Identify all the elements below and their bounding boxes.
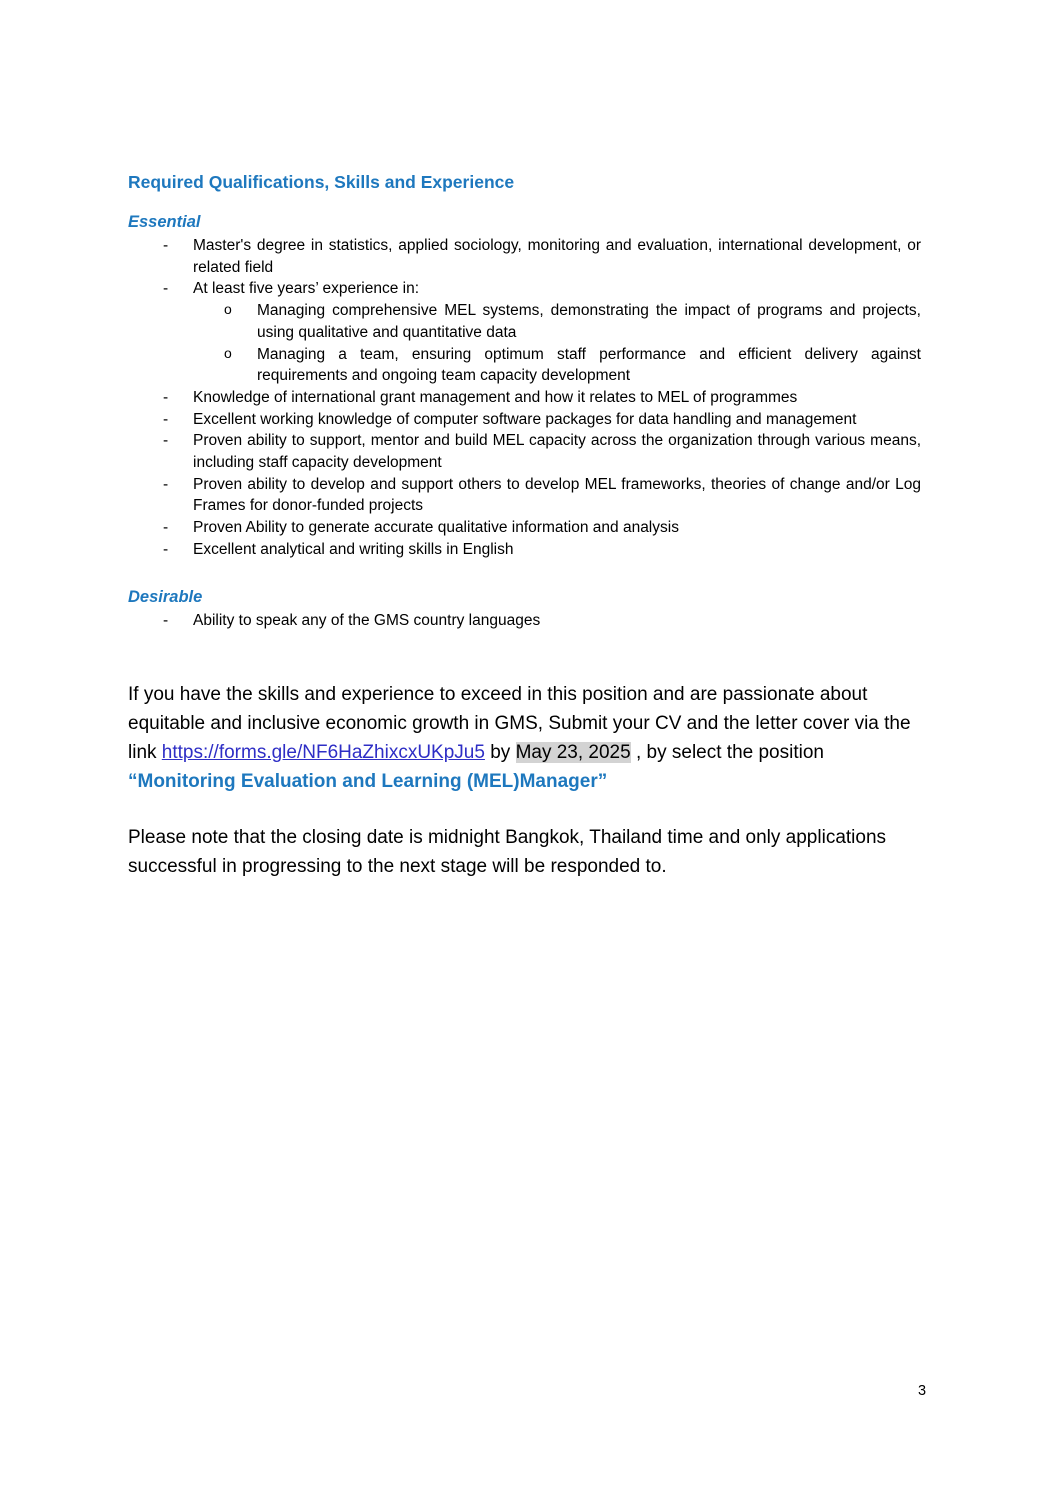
sub-list-item — [128, 344, 921, 387]
dash-bullet-icon: - — [163, 432, 169, 450]
deadline-highlight: May 23, 2025 — [515, 742, 631, 764]
application-text-before-link: If you have the skills and experience to exceed in this position and are passionate about equitable and inclusive economic growth in GMS, Submit your CV and the letter cover via the link — [128, 684, 911, 764]
dash-bullet-icon: - — [163, 475, 169, 493]
circle-bullet-icon: o — [224, 344, 232, 361]
application-text-after-deadline: , by select the position — [635, 742, 824, 764]
list-item — [128, 235, 921, 278]
list-item — [128, 610, 921, 632]
list-item-text: Knowledge of international grant management and how it relates to MEL of programmes — [193, 388, 798, 406]
list-item — [128, 430, 921, 473]
sub-list-container — [128, 300, 921, 387]
list-item-text: Master's degree in statistics, applied sociology, monitoring and evaluation, international development, or related field — [193, 237, 921, 276]
list-item — [128, 474, 921, 517]
experience-sub-list — [128, 300, 921, 387]
page-number: 3 — [918, 1383, 927, 1399]
list-item-text: Ability to speak any of the GMS country languages — [193, 611, 541, 629]
sub-list-item-text: Managing a team, ensuring optimum staff performance and efficient delivery against requirements and ongoing team capacity development — [257, 345, 921, 385]
dash-bullet-icon: - — [163, 540, 169, 558]
list-item-text: Proven ability to support, mentor and build MEL capacity across the organization through various means, including staff capacity development — [193, 432, 921, 472]
dash-bullet-icon: - — [163, 410, 169, 428]
dash-bullet-icon: - — [163, 611, 169, 629]
list-item-text: Excellent working knowledge of computer software packages for data handling and management — [193, 410, 857, 428]
closing-note-paragraph: Please note that the closing date is midnight Bangkok, Thailand time and only applications successful in progressing to the next stage will be responded to. — [128, 827, 887, 878]
section-title: Required Qualifications, Skills and Experience — [128, 172, 515, 192]
dash-bullet-icon: - — [163, 519, 169, 537]
dash-bullet-icon: - — [163, 388, 169, 406]
desirable-heading: Desirable — [128, 587, 203, 606]
essential-heading: Essential — [128, 213, 201, 231]
sub-list-item — [128, 300, 921, 343]
circle-bullet-icon: o — [224, 301, 232, 318]
dash-bullet-icon: - — [163, 280, 169, 298]
position-title-quote: “Monitoring Evaluation and Learning (MEL)Manager” — [128, 771, 608, 793]
list-item-text: Excellent analytical and writing skills in English — [193, 540, 514, 558]
list-item — [128, 409, 921, 431]
essential-list — [128, 235, 921, 561]
list-item-text: Proven ability to develop and support others to develop MEL frameworks, theories of change and/or Log Frames for donor-funded projects — [193, 475, 921, 515]
list-item — [128, 387, 921, 409]
application-form-link[interactable]: https://forms.gle/NF6HaZhixcxUKpJu5 — [161, 742, 485, 764]
desirable-list — [128, 610, 921, 632]
list-item-text: At least five years’ experience in: — [193, 280, 420, 298]
list-item-text: Proven Ability to generate accurate qualitative information and analysis — [193, 519, 679, 537]
list-item — [128, 278, 921, 300]
application-paragraph — [128, 680, 921, 796]
list-item — [128, 517, 921, 539]
dash-bullet-icon: - — [163, 237, 169, 254]
list-item — [128, 539, 921, 561]
sub-list-item-text: Managing comprehensive MEL systems, demonstrating the impact of programs and projects, using qualitative and quantitative data — [257, 302, 921, 341]
application-text-after-link: by — [490, 742, 516, 764]
